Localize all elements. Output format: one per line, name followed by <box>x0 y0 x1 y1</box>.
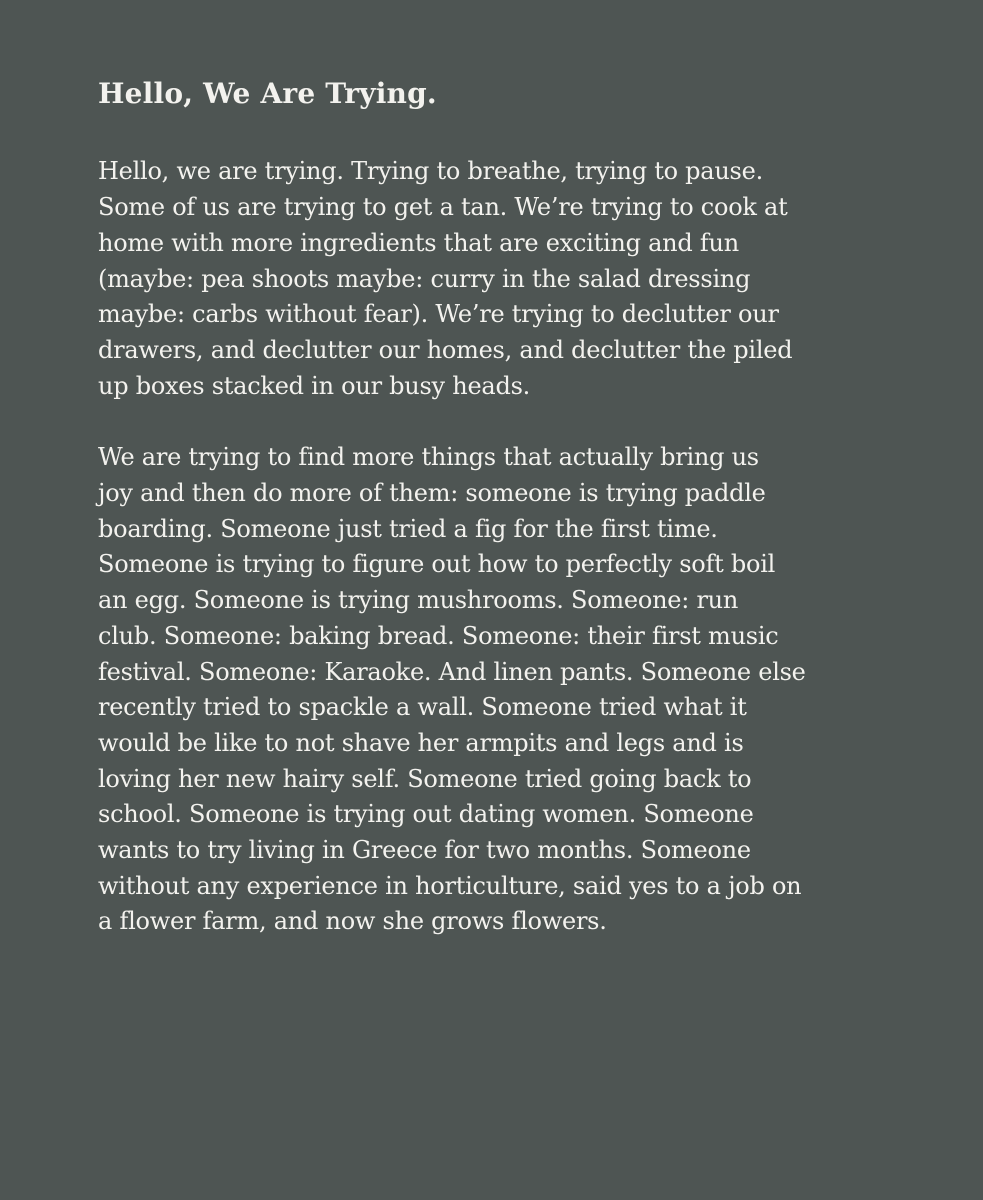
paragraph-1 <box>98 154 903 404</box>
text-line: without any experience in horticulture, said yes to a job on <box>98 871 802 900</box>
text-line: club. Someone: baking bread. Someone: their first music <box>98 621 779 650</box>
text-line: a flower farm, and now she grows flowers. <box>98 907 607 936</box>
text-line: recently tried to spackle a wall. Someone tried what it <box>98 693 747 722</box>
text-line: home with more ingredients that are exciting and fun <box>98 228 739 257</box>
paragraph-2 <box>98 440 903 940</box>
text-line: school. Someone is trying out dating women. Someone <box>98 800 754 829</box>
text-line: Some of us are trying to get a tan. We’re trying to cook at <box>98 193 788 222</box>
text-line: would be like to not shave her armpits and legs and is <box>98 728 744 757</box>
text-line: boarding. Someone just tried a fig for the first time. <box>98 514 718 543</box>
text-line: (maybe: pea shoots maybe: curry in the salad dressing <box>98 264 751 293</box>
text-line: an egg. Someone is trying mushrooms. Someone: run <box>98 586 739 615</box>
text-line: loving her new hairy self. Someone tried going back to <box>98 764 752 793</box>
text-line: joy and then do more of them: someone is trying paddle <box>98 479 766 508</box>
text-line: Someone is trying to figure out how to perfectly soft boil <box>98 550 776 579</box>
text-line: up boxes stacked in our busy heads. <box>98 371 531 400</box>
text-line: We are trying to find more things that actually bring us <box>98 443 759 472</box>
page-title: Hello, We Are Trying. <box>98 77 437 110</box>
text-line: maybe: carbs without fear). We’re trying to declutter our <box>98 300 779 329</box>
text-line: Hello, we are trying. Trying to breathe, trying to pause. <box>98 157 763 186</box>
text-line: festival. Someone: Karaoke. And linen pants. Someone else <box>98 657 806 686</box>
text-line: wants to try living in Greece for two months. Someone <box>98 836 751 865</box>
text-line: drawers, and declutter our homes, and declutter the piled <box>98 335 793 364</box>
